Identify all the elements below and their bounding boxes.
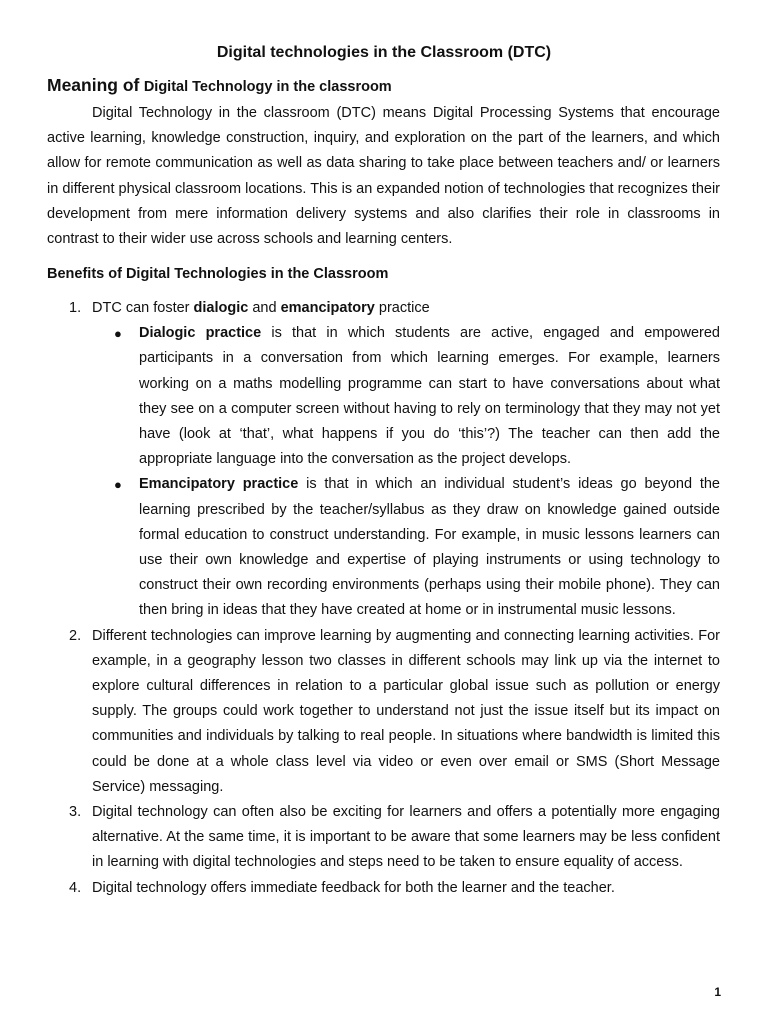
item-1-bold-emancipatory: emancipatory: [280, 300, 375, 316]
bullet-icon: ●: [114, 477, 122, 493]
benefits-list: [47, 296, 720, 901]
item-1-pre: DTC can foster: [92, 300, 194, 316]
bullet-icon: ●: [114, 326, 122, 342]
bullet-text: is that in which students are active, engaged and empowered participants in a conversation from which learning emerges. For example, learners working on a maths modelling programme can start to have conversations about what they see on a computer screen without having to rely on terminology that they may not yet have (look at ‘that’, what happens if you do ‘this’?) The teacher can then add the appropriate language into the conversation as the project develops.: [139, 325, 720, 468]
list-item: [47, 624, 720, 800]
page-number: 1: [714, 985, 721, 999]
item-1-mid: and: [248, 300, 281, 316]
meaning-heading-rest: Digital Technology in the classroom: [143, 79, 392, 95]
bullet-text: is that in which an individual student’s ideas go beyond the learning prescribed by the teacher/syllabus as they draw on knowledge gained outside formal education to construct understanding. For example, in music lessons learners can use their own knowledge and expertise of playing instruments or using technology to construct their own recording environments (perhaps using their mobile phone). They can then bring in ideas that they have created at home or in instrumental music lessons.: [139, 476, 720, 619]
item-1-post: practice: [374, 300, 430, 316]
list-item-text: Digital technology offers immediate feedback for both the learner and the teacher.: [92, 879, 615, 896]
sub-bullet-item: [92, 321, 720, 472]
list-item-number: 3.: [69, 804, 82, 821]
list-item-number: 4.: [69, 879, 82, 896]
list-item-number: 2.: [69, 627, 82, 644]
list-item-text: Digital technology can often also be exciting for learners and offers a potentially more engaging alternative. At the same time, it is important to be aware that some learners may be less confident in learning with digital technologies and steps need to be taken to ensure equality of access.: [92, 804, 720, 871]
document-title: Digital technologies in the Classroom (DTC): [216, 44, 552, 61]
list-item: [47, 876, 720, 901]
bullet-term: Emancipatory practice: [139, 476, 299, 493]
intro-paragraph: Digital Technology in the classroom (DTC) means Digital Processing Systems that encourage active learning, knowledge construction, inquiry, and exploration on the part of the learners, and which allow for remote communication as well as data sharing to take place between teachers and/ or learners in different physical classroom locations. This is an expanded notion of technologies that recognizes their development from mere information delivery systems and also clarifies their role in classrooms in contrast to their wider use across schools and learning centers.: [47, 105, 720, 248]
bullet-term: Dialogic practice: [139, 325, 262, 342]
list-item: [47, 800, 720, 876]
list-item-text: Different technologies can improve learning by augmenting and connecting learning activities. For example, in a geography lesson two classes in different schools may link up via the internet to explore cultural differences in relation to a particular global issue such as pollution or energy supply. The groups could work together to understand not just the issue itself but its impact on communities and individuals by talking to real people. In situations where bandwidth is limited this could be done at a whole class level via video or even over email or SMS (Short Message Service) messaging.: [92, 627, 720, 795]
list-item-number: 1.: [69, 300, 82, 316]
item-1-bold-dialogic: dialogic: [193, 300, 249, 316]
list-item: [47, 296, 720, 624]
benefits-heading: Benefits of Digital Technologies in the Classroom: [47, 266, 389, 282]
sub-bullet-item: [92, 472, 720, 623]
list-item-text: [92, 296, 720, 321]
sub-bullet-list: [92, 321, 720, 623]
meaning-heading-lead: Meaning of: [47, 75, 140, 95]
meaning-heading: [47, 75, 392, 96]
